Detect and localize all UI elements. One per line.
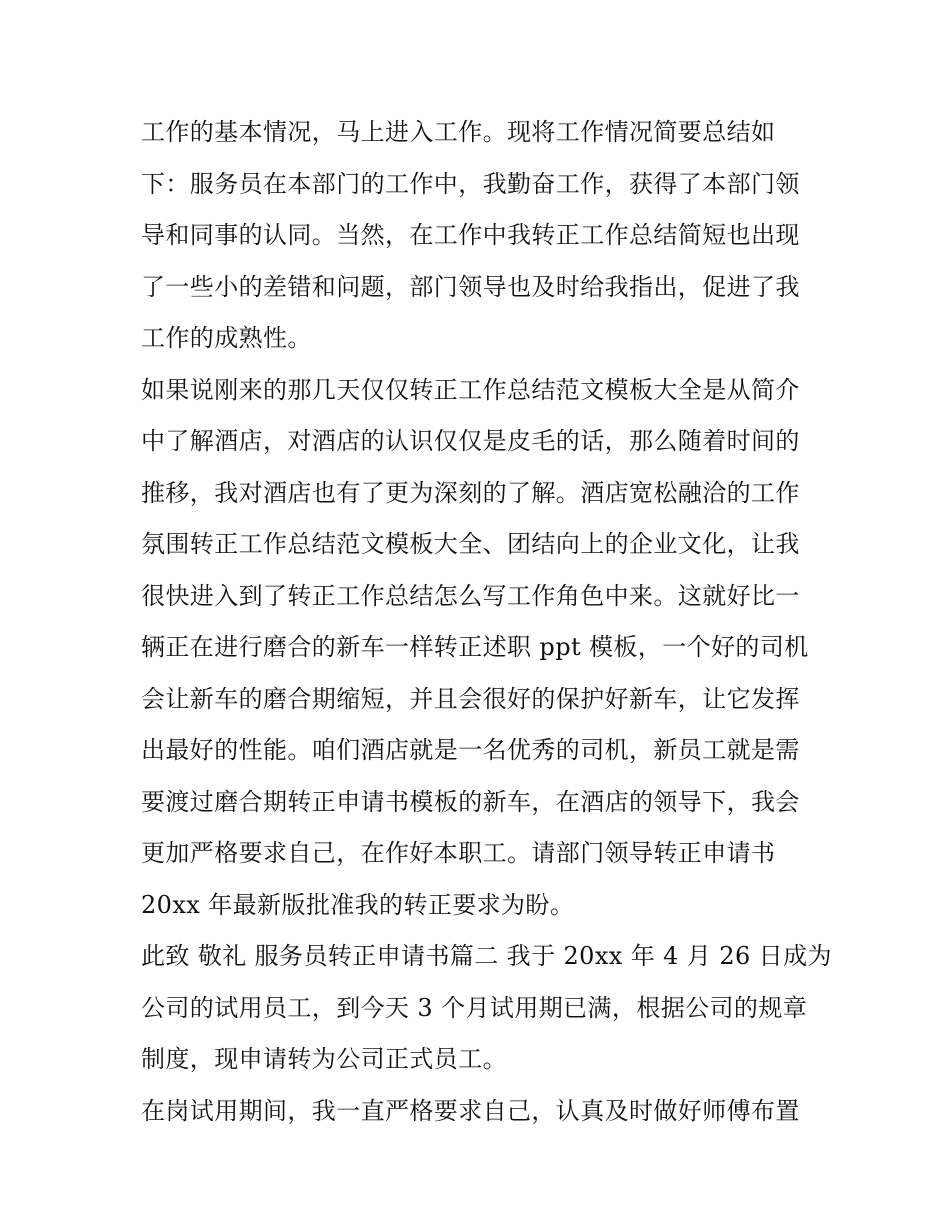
paragraph-4: [141, 1086, 813, 1138]
text-line: 会让新车的磨合期缩短，并且会很好的保护好新车，让它发挥: [141, 684, 800, 713]
paragraph-1: [141, 107, 813, 365]
text-line: 更加严格要求自己，在作好本职工。请部门领导转正申请书: [141, 839, 776, 867]
text-line: 20xx 年最新版批准我的转正要求为盼。: [141, 890, 575, 919]
text-line: 出最好的性能。咱们酒店就是一名优秀的司机，新员工就是需: [141, 736, 800, 764]
text-line: 如果说刚来的那几天仅仅转正工作总结范文模板大全是从简介: [141, 375, 800, 404]
text-line: 公司的试用员工，到今天 3 个月试用期已满，根据公司的规章: [141, 993, 808, 1022]
text-line: 推移，我对酒店也有了更为深刻的了解。酒店宽松融洽的工作: [141, 478, 800, 507]
text-line: 氛围转正工作总结范文模板大全、团结向上的企业文化，让我: [141, 530, 800, 558]
text-line: 工作的基本情况，马上进入工作。现将工作情况简要总结如: [141, 118, 776, 146]
text-line: 此致 敬礼 服务员转正申请书篇二 我于 20xx 年 4 月 26 日成为: [141, 942, 832, 970]
text-line: 很快进入到了转正工作总结怎么写工作角色中来。这就好比一: [141, 581, 800, 610]
text-line: 下：服务员在本部门的工作中，我勤奋工作，获得了本部门领: [141, 169, 800, 198]
text-line: 中了解酒店，对酒店的认识仅仅是皮毛的话，那么随着时间的: [141, 427, 800, 455]
text-line: 了一些小的差错和问题，部门领导也及时给我指出，促进了我: [141, 272, 800, 301]
text-line: 导和同事的认同。当然，在工作中我转正工作总结简短也出现: [141, 221, 800, 249]
text-line: 辆正在进行磨合的新车一样转正述职 ppt 模板，一个好的司机: [141, 633, 809, 661]
text-line: 工作的成熟性。: [141, 324, 312, 352]
document-body: [141, 107, 832, 1137]
text-line: 要渡过磨合期转正申请书模板的新车，在酒店的领导下，我会: [141, 787, 800, 816]
text-line: 在岗试用期间，我一直严格要求自己，认真及时做好师傅布置: [141, 1096, 800, 1125]
paragraph-3: [141, 931, 832, 1086]
paragraph-2: [141, 365, 813, 932]
text-line: 制度，现申请转为公司正式员工。: [141, 1045, 507, 1073]
